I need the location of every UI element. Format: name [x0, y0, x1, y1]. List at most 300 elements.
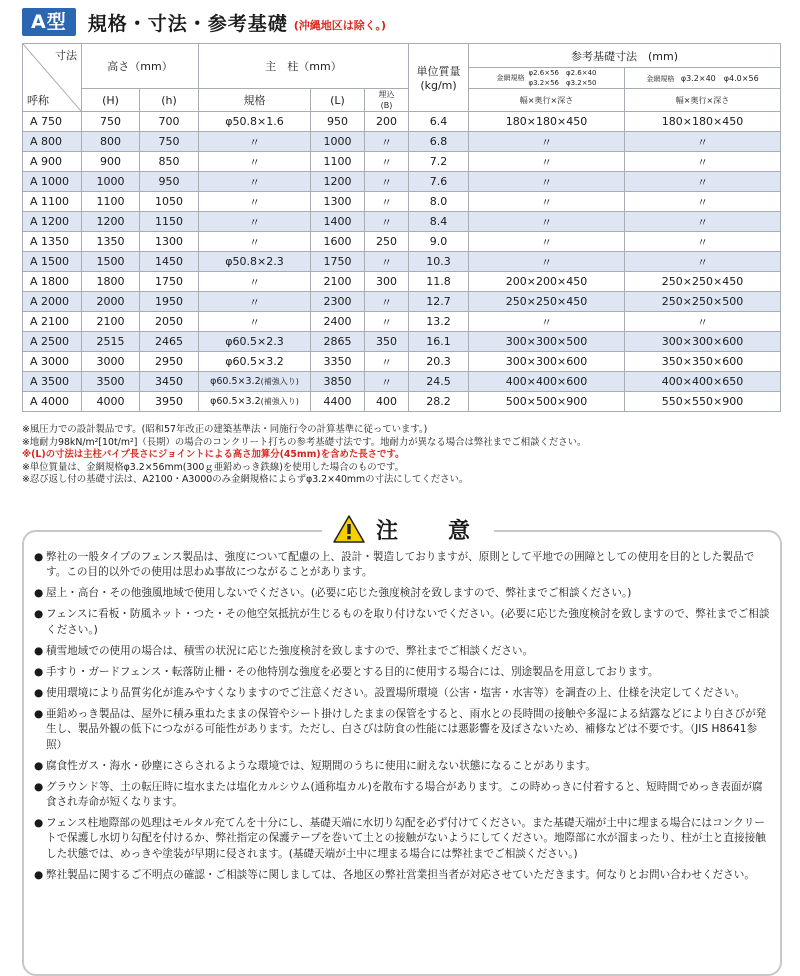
weight-cell — [409, 252, 469, 272]
type-badge: A型 — [22, 8, 76, 36]
foundation1-cell-text: 〃 — [541, 255, 552, 269]
weight-cell-text: 28.2 — [426, 395, 451, 408]
B-cell — [365, 372, 409, 392]
B-cell — [365, 392, 409, 412]
row-name-cell — [23, 112, 82, 132]
foundation1-cell-text: 400×400×600 — [505, 375, 588, 388]
foundation1-cell — [469, 392, 625, 412]
h-cell-text: 950 — [158, 175, 180, 188]
row-name-cell-text: A 1800 — [30, 275, 70, 288]
B-cell-text: 〃 — [381, 155, 392, 169]
foundation2-cell — [625, 312, 781, 332]
spec-cell — [199, 192, 311, 212]
weight-cell — [409, 312, 469, 332]
L-cell-text: 1750 — [323, 255, 352, 268]
mesh-label-2: 金網規格 — [646, 74, 675, 83]
note-line: ※(L)の寸法は主柱パイプ長さにジョイントによる高さ加算分(45mm)を含めた長さです。 — [22, 449, 405, 461]
H-cell — [82, 152, 140, 172]
B-cell — [365, 252, 409, 272]
note-line: ※忍び返し付の基礎寸法は、A2100・A3000のみ金網規格によらずφ3.2×40mmの寸法にしてください。 — [22, 474, 469, 486]
found2-spec: φ3.2×40 φ4.0×56 — [680, 73, 759, 83]
caution-item-text: 腐食性ガス・海水・砂塵にさらされるような環境では、短期間のうちに使用に耐えない状態になることがあります。 — [46, 759, 597, 772]
found1-spec-line2: φ3.2×56 φ3.2×50 — [528, 79, 597, 87]
foundation2-cell — [625, 272, 781, 292]
weight-cell — [409, 352, 469, 372]
found1-spec-line1: φ2.6×56 φ2.6×40 — [528, 69, 597, 77]
foundation2-cell-text: 250×250×500 — [661, 295, 744, 308]
caution-item-text: 使用環境により品質劣化が進みやすくなりますのでご注意ください。設置場所環境（公害・塩害・水害等）を調査の上、仕様を決定してください。 — [46, 686, 746, 699]
foundation2-cell — [625, 352, 781, 372]
caution-list — [34, 550, 770, 883]
L-cell-text: 2865 — [323, 335, 352, 348]
page-header — [22, 8, 386, 36]
spec-table — [22, 43, 781, 412]
B-cell — [365, 352, 409, 372]
B-cell-text: 〃 — [381, 295, 392, 309]
foundation1-cell-text: 〃 — [541, 235, 552, 249]
row-name-cell — [23, 252, 82, 272]
B-cell-text: 400 — [376, 395, 397, 408]
caution-item — [34, 686, 770, 701]
L-cell-text: 1100 — [323, 155, 352, 168]
B-cell — [365, 132, 409, 152]
caution-item — [34, 868, 770, 883]
foundation2-cell — [625, 372, 781, 392]
table-row — [23, 132, 781, 152]
post-group-header: 主 柱（mm） — [199, 44, 409, 89]
caution-header — [322, 512, 494, 546]
mesh-label-1: 金網規格 — [496, 74, 525, 82]
table-row — [23, 312, 781, 332]
weight-cell-text: 24.5 — [426, 375, 451, 388]
bullet-icon: ● — [34, 817, 44, 830]
L-cell — [311, 272, 365, 292]
caution-item-text: 弊社製品に関するご不明点の確認・ご相談等に関しましては、各地区の弊社営業担当者が対応させていただきます。何なりとお問い合わせください。 — [46, 868, 755, 881]
h-cell — [140, 272, 199, 292]
spec-note: (補強入り) — [260, 377, 299, 386]
h-cell-text: 2950 — [155, 355, 183, 368]
B-cell — [365, 232, 409, 252]
foundation2-cell — [625, 172, 781, 192]
h-cell — [140, 232, 199, 252]
caution-item — [34, 759, 770, 774]
table-row — [23, 252, 781, 272]
h-cell — [140, 132, 199, 152]
foundation2-cell-text: 180×180×450 — [661, 115, 744, 128]
bullet-icon: ● — [34, 868, 44, 881]
row-name-cell-text: A 900 — [30, 155, 63, 168]
spec-cell-text: 〃 — [249, 275, 260, 289]
L-cell — [311, 232, 365, 252]
B-cell — [365, 332, 409, 352]
B-cell — [365, 172, 409, 192]
foundation1-cell — [469, 152, 625, 172]
bullet-icon: ● — [34, 587, 44, 600]
h-cell-text: 1300 — [155, 235, 183, 248]
dims-header-2: 幅×奥行×深さ — [625, 89, 781, 112]
table-row — [23, 392, 781, 412]
H-cell-text: 1350 — [96, 235, 125, 248]
B-cell-text: 〃 — [381, 255, 392, 269]
row-name-cell — [23, 372, 82, 392]
foundation1-cell-text: 〃 — [541, 215, 552, 229]
H-cell — [82, 312, 140, 332]
caution-item — [34, 586, 770, 601]
table-row — [23, 172, 781, 192]
foundation1-cell — [469, 312, 625, 332]
spec-cell — [199, 132, 311, 152]
caution-item — [34, 644, 770, 659]
foundation1-cell-text: 〃 — [541, 175, 552, 189]
B-cell-text: 250 — [376, 235, 397, 248]
row-name-cell — [23, 152, 82, 172]
caution-item-text: 亜鉛めっき製品は、屋外に積み重ねたままの保管やシート掛けしたままの保管をすると、雨水との長時間の接触や多湿による結露などにより白さびが発生し、製品外観の低下につながる可能性があります。ただし、白さびは防食の性能には悪影響を及ぼさないため、補修などは不要です。（JIS H8641参照） — [46, 707, 767, 751]
weight-cell — [409, 132, 469, 152]
L-cell — [311, 152, 365, 172]
foundation2-cell — [625, 212, 781, 232]
foundation2-cell-text: 〃 — [697, 235, 708, 249]
spec-cell-text: 〃 — [249, 195, 260, 209]
weight-cell — [409, 232, 469, 252]
row-name-cell-text: A 750 — [30, 115, 63, 128]
foundation2-cell-text: 〃 — [697, 155, 708, 169]
L-cell — [311, 352, 365, 372]
bullet-icon: ● — [34, 608, 44, 621]
B-cell-text: 〃 — [381, 355, 392, 369]
weight-cell-text: 10.3 — [426, 255, 451, 268]
row-name-cell — [23, 352, 82, 372]
h-cell-text: 750 — [158, 135, 180, 148]
H-cell-text: 2100 — [96, 315, 125, 328]
B-cell-text: 300 — [376, 275, 397, 288]
B-cell — [365, 312, 409, 332]
foundation1-cell — [469, 172, 625, 192]
spec-cell — [199, 272, 311, 292]
bullet-icon: ● — [34, 665, 44, 678]
foundation1-cell-text: 180×180×450 — [505, 115, 588, 128]
spec-cell-text: φ60.5×3.2 — [210, 396, 261, 407]
row-name-cell-text: A 1100 — [30, 195, 70, 208]
spec-cell-text: φ50.8×1.6 — [225, 115, 284, 128]
h-cell-text: 1150 — [155, 215, 183, 228]
spec-cell — [199, 232, 311, 252]
L-cell-text: 1300 — [323, 195, 352, 208]
H-cell-text: 1000 — [96, 175, 125, 188]
weight-cell — [409, 212, 469, 232]
h-cell-text: 3450 — [155, 375, 183, 388]
foundation1-cell — [469, 372, 625, 392]
weight-cell — [409, 372, 469, 392]
spec-cell — [199, 172, 311, 192]
caution-item-text: 手すり・ガードフェンス・転落防止柵・その他特別な強度を必要とする目的に使用する場合には、別途製品を用意しております。 — [46, 665, 659, 678]
foundation1-cell — [469, 132, 625, 152]
h-cell-text: 1050 — [155, 195, 183, 208]
weight-cell-text: 16.1 — [426, 335, 451, 348]
H-cell-text: 2000 — [96, 295, 125, 308]
h-cell — [140, 352, 199, 372]
spec-cell — [199, 252, 311, 272]
height-group-header: 高さ（mm） — [82, 44, 199, 89]
spec-cell — [199, 152, 311, 172]
table-row — [23, 192, 781, 212]
foundation2-cell-text: 〃 — [697, 215, 708, 229]
L-cell — [311, 212, 365, 232]
H-cell — [82, 332, 140, 352]
spec-cell — [199, 332, 311, 352]
H-cell-text: 1800 — [96, 275, 125, 288]
caution-item — [34, 707, 770, 753]
embed-header — [365, 89, 409, 112]
L-cell-text: 3850 — [323, 375, 352, 388]
weight-cell — [409, 112, 469, 132]
spec-table-body — [23, 112, 781, 412]
foundation2-cell — [625, 112, 781, 132]
L-cell-text: 1200 — [323, 175, 352, 188]
h-cell-text: 1750 — [155, 275, 183, 288]
h-cell-text: 2465 — [155, 335, 183, 348]
weight-cell-text: 6.4 — [429, 115, 448, 128]
L-cell — [311, 312, 365, 332]
foundation1-cell — [469, 352, 625, 372]
foundation2-cell-text: 〃 — [697, 315, 708, 329]
spec-cell — [199, 112, 311, 132]
L-cell — [311, 332, 365, 352]
H-cell — [82, 172, 140, 192]
h-cell — [140, 152, 199, 172]
h-cell-text: 1450 — [155, 255, 183, 268]
foundation1-cell — [469, 252, 625, 272]
L-cell-text: 2300 — [323, 295, 352, 308]
foundation1-cell-text: 250×250×450 — [505, 295, 588, 308]
foundation-group-header: 参考基礎寸法 (mm) — [469, 44, 781, 68]
row-name-cell-text: A 1350 — [30, 235, 70, 248]
weight-cell — [409, 172, 469, 192]
weight-cell-text: 12.7 — [426, 295, 451, 308]
foundation1-cell-text: 300×300×600 — [505, 355, 588, 368]
row-name-cell — [23, 172, 82, 192]
spec-cell — [199, 352, 311, 372]
h-cell — [140, 292, 199, 312]
table-row — [23, 372, 781, 392]
note-line: ※風圧力での設計製品です。(昭和57年改正の建築基準法・同施行令の計算基準に従っています。) — [22, 424, 428, 435]
weight-cell-text: 6.8 — [429, 135, 448, 148]
B-cell-text: 〃 — [381, 215, 392, 229]
weight-cell — [409, 292, 469, 312]
foundation1-cell — [469, 212, 625, 232]
table-row — [23, 352, 781, 372]
H-cell-text: 750 — [100, 115, 121, 128]
foundation1-cell — [469, 292, 625, 312]
row-name-cell — [23, 392, 82, 412]
table-notes — [22, 424, 782, 487]
B-cell — [365, 212, 409, 232]
caution-title: 注 意 — [376, 518, 485, 544]
foundation2-cell — [625, 192, 781, 212]
B-cell — [365, 152, 409, 172]
foundation2-cell-text: 350×350×600 — [661, 355, 744, 368]
B-cell-text: 〃 — [381, 175, 392, 189]
spec-cell — [199, 292, 311, 312]
B-cell-text: 〃 — [381, 315, 392, 329]
foundation2-cell-text: 〃 — [697, 255, 708, 269]
foundation2-cell-text: 〃 — [697, 195, 708, 209]
caution-item — [34, 780, 770, 811]
caution-item-text: グラウンド等、土の転圧時に塩水または塩化カルシウム(通称塩カル)を散布する場合があります。この時めっきに付着すると、短時間でめっき表面が腐食され寿命が短くなります。 — [46, 780, 763, 809]
h-cell — [140, 332, 199, 352]
foundation2-cell-text: 400×400×650 — [661, 375, 744, 388]
bullet-icon: ● — [34, 686, 44, 699]
table-row — [23, 292, 781, 312]
row-name-cell-text: A 4000 — [30, 395, 70, 408]
dims-header-1: 幅×奥行×深さ — [469, 89, 625, 112]
warning-icon — [332, 514, 366, 544]
h-cell-text: 850 — [158, 155, 180, 168]
unit-weight-label: 単位質量 — [416, 65, 461, 78]
foundation2-cell — [625, 152, 781, 172]
H-cell — [82, 192, 140, 212]
weight-cell-text: 7.6 — [429, 175, 448, 188]
L-cell — [311, 172, 365, 192]
title-note: (沖縄地区は除く。) — [293, 19, 387, 32]
spec-cell-text: 〃 — [249, 215, 260, 229]
L-cell-text: 950 — [327, 115, 348, 128]
weight-cell — [409, 272, 469, 292]
H-cell-text: 900 — [100, 155, 121, 168]
row-name-cell — [23, 272, 82, 292]
weight-cell-text: 8.4 — [429, 215, 448, 228]
row-name-cell — [23, 312, 82, 332]
foundation1-cell — [469, 112, 625, 132]
weight-cell-text: 20.3 — [426, 355, 451, 368]
table-row — [23, 232, 781, 252]
caution-item — [34, 816, 770, 862]
caution-item — [34, 607, 770, 638]
table-row — [23, 112, 781, 132]
L-cell — [311, 392, 365, 412]
caution-item-text: 積雪地域での使用の場合は、積雪の状況に応じた強度検討を致しますので、弊社までご相談ください。 — [46, 644, 534, 657]
foundation2-cell-text: 550×550×900 — [661, 395, 744, 408]
row-name-cell — [23, 192, 82, 212]
row-name-cell-text: A 800 — [30, 135, 63, 148]
foundation1-cell-text: 300×300×500 — [505, 335, 588, 348]
row-name-cell — [23, 332, 82, 352]
spec-cell-text: 〃 — [249, 315, 260, 329]
B-cell-text: 350 — [376, 335, 397, 348]
B-cell-text: 〃 — [381, 195, 392, 209]
bullet-icon: ● — [34, 644, 44, 657]
H-cell — [82, 292, 140, 312]
L-header: (L) — [311, 89, 365, 112]
foundation2-cell-text: 300×300×600 — [661, 335, 744, 348]
L-cell-text: 2100 — [323, 275, 352, 288]
foundation2-spec-header — [625, 68, 781, 89]
foundation1-cell — [469, 272, 625, 292]
weight-cell-text: 11.8 — [426, 275, 451, 288]
H-cell — [82, 372, 140, 392]
foundation1-cell-text: 〃 — [541, 155, 552, 169]
row-name-cell-text: A 2100 — [30, 315, 70, 328]
table-row — [23, 272, 781, 292]
table-row — [23, 212, 781, 232]
foundation1-cell-text: 〃 — [541, 135, 552, 149]
row-name-cell — [23, 132, 82, 152]
L-cell — [311, 132, 365, 152]
h-cell — [140, 212, 199, 232]
H-cell — [82, 352, 140, 372]
foundation2-cell — [625, 232, 781, 252]
row-name-cell-text: A 3000 — [30, 355, 70, 368]
B-cell — [365, 192, 409, 212]
bullet-icon: ● — [34, 551, 44, 563]
spec-cell — [199, 392, 311, 412]
embed-label: 埋込 — [378, 90, 395, 99]
weight-cell-text: 9.0 — [429, 235, 448, 248]
caution-item-text: 弊社の一般タイプのフェンス製品は、強度について配慮の上、設計・製造しておりますが、原則として平地での囲障としての使用を目的とした製品です。この目的以外での使用は思わぬ事故につながることがあります。 — [46, 551, 755, 579]
H-cell — [82, 132, 140, 152]
h-cell — [140, 372, 199, 392]
spec-cell-text: 〃 — [249, 175, 260, 189]
B-cell — [365, 272, 409, 292]
foundation1-cell — [469, 332, 625, 352]
L-cell-text: 3350 — [323, 355, 352, 368]
B-label: (B) — [380, 101, 393, 110]
h-cell-text: 3950 — [155, 395, 183, 408]
H-cell-text: 3000 — [96, 355, 125, 368]
spec-cell-text: φ60.5×3.2 — [210, 376, 261, 387]
H-cell-text: 1500 — [96, 255, 125, 268]
foundation1-cell — [469, 192, 625, 212]
h-cell — [140, 172, 199, 192]
foundation1-cell — [469, 232, 625, 252]
foundation2-cell — [625, 252, 781, 272]
row-name-cell-text: A 1000 — [30, 175, 70, 188]
spec-cell — [199, 372, 311, 392]
h-cell-text: 1950 — [155, 295, 183, 308]
row-name-cell-text: A 3500 — [30, 375, 70, 388]
foundation1-cell-text: 200×200×450 — [505, 275, 588, 288]
H-cell-text: 2515 — [96, 335, 125, 348]
bullet-icon: ● — [34, 780, 44, 793]
H-cell-text: 800 — [100, 135, 121, 148]
H-cell — [82, 392, 140, 412]
weight-cell-text: 7.2 — [429, 155, 448, 168]
h-cell-text: 700 — [158, 115, 180, 128]
L-cell-text: 1000 — [323, 135, 352, 148]
h-cell — [140, 112, 199, 132]
B-cell-text: 〃 — [381, 135, 392, 149]
B-cell-text: 200 — [376, 115, 397, 128]
bullet-icon: ● — [34, 707, 44, 720]
h-header: (h) — [140, 89, 199, 112]
row-name-cell — [23, 292, 82, 312]
H-cell — [82, 212, 140, 232]
note-line: ※単位質量は、金網規格φ3.2×56mm(300ｇ亜鉛めっき鉄線)を使用した場合のものです。 — [22, 461, 404, 473]
weight-cell-text: 8.0 — [429, 195, 448, 208]
spec-note: (補強入り) — [260, 397, 299, 406]
foundation1-spec-header — [469, 68, 625, 89]
foundation2-cell — [625, 132, 781, 152]
L-cell — [311, 112, 365, 132]
h-cell-text: 2050 — [155, 315, 183, 328]
L-cell — [311, 292, 365, 312]
caution-item-text: フェンスに看板・防風ネット・つた・その他空気抵抗が生じるものを取り付けないでください。(必要に応じた強度検討を致しますので、弊社までご相談ください。) — [46, 608, 770, 636]
B-cell — [365, 112, 409, 132]
row-name-cell-text: A 2000 — [30, 295, 70, 308]
foundation1-cell-text: 〃 — [541, 195, 552, 209]
weight-cell-text: 13.2 — [426, 315, 451, 328]
corner-header — [23, 44, 82, 112]
h-cell — [140, 312, 199, 332]
